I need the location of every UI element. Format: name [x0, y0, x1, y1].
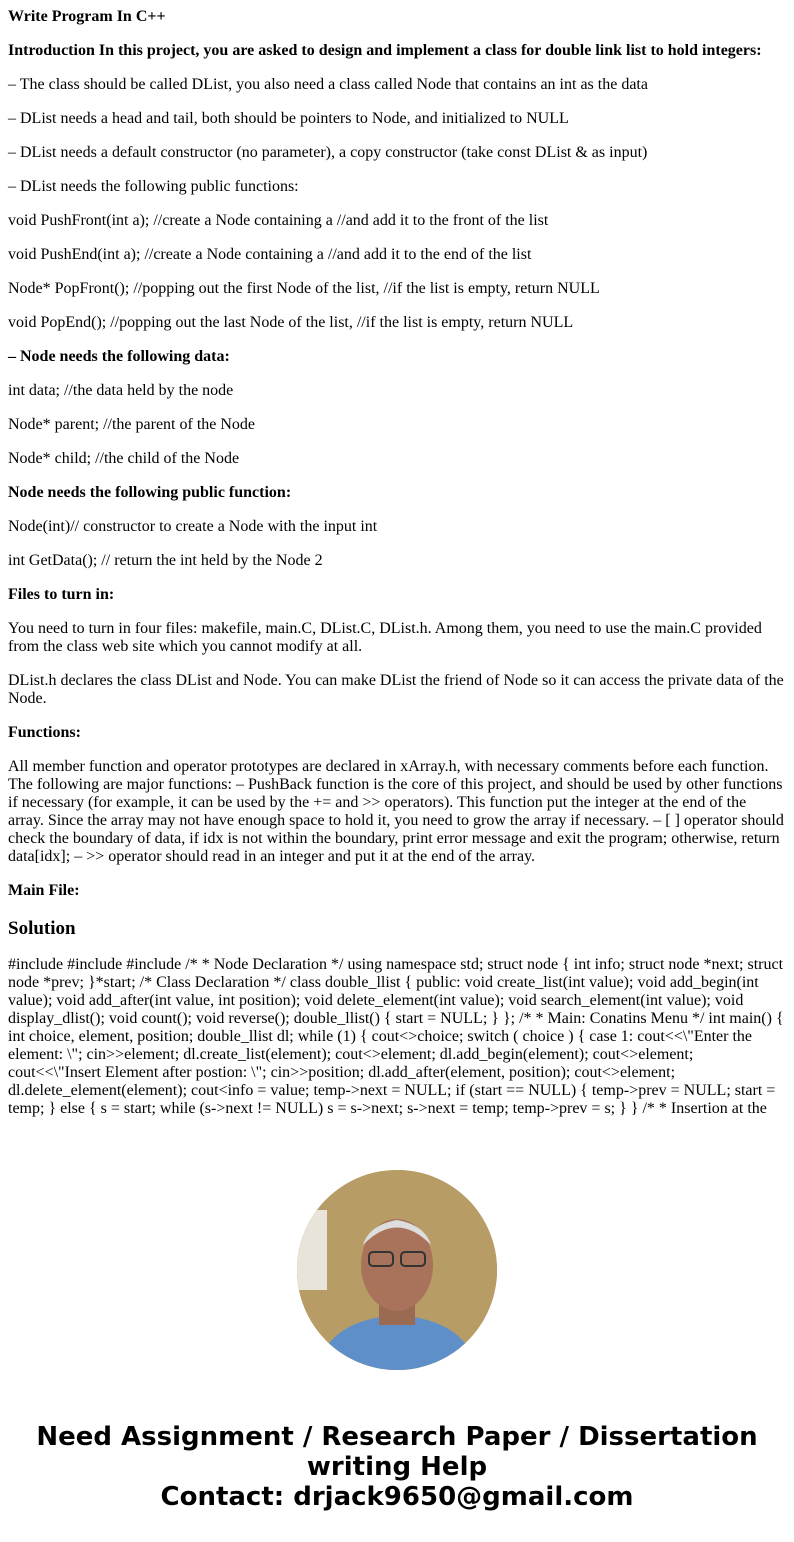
- item: int GetData(); // return the int held by the Node 2: [8, 552, 323, 569]
- document: [0, 8, 794, 1118]
- item: int data; //the data held by the node: [8, 382, 234, 399]
- item: Node* child; //the child of the Node: [8, 450, 240, 467]
- item: void PushEnd(int a); //create a Node containing a //and add it to the end of the list: [8, 246, 532, 263]
- node-data-heading: – Node needs the following data:: [8, 348, 230, 365]
- item: – DList needs a head and tail, both should be pointers to Node, and initialized to NULL: [8, 110, 569, 127]
- item: – DList needs the following public functions:: [8, 178, 299, 195]
- item: Node* parent; //the parent of the Node: [8, 416, 256, 433]
- footer-line: Need Assignment / Research Paper / Dissertation writing Help: [36, 1422, 758, 1482]
- solution-text: #include #include #include /* * Node Declaration */ using namespace std; struct node { int info; struct node *next; struct node *prev; }*start; /* Class Declaration */ class double_llist { public: void create_list(int value); void add_begin(int value); void add_after(int value, int position); void delete_element(int value); void search_element(int value); void display_dlist(); void count(); void reverse(); double_llist() { start = NULL; } }; /* * Main: Conatins Menu */ int main() { int choice, element, position; double_llist dl; while (1) { cout<>choice; switch ( choice ) { case 1: cout<<\"Enter the element: \"; cin>>element; dl.create_list(element); cout<>element; dl.add_begin(element); cout<>element; cout<<\"Insert Element after postion: \"; cin>>position; dl.add_after(element, position); cout<>element; dl.delete_element(element); cout<info = value; temp->next = NULL; if (start == NULL) { temp->prev = NULL; start = temp; } else { s = start; while (s->next != NULL) s = s->next; s->next = temp; temp->prev = s; } } /* * Insertion at the: [8, 956, 784, 1117]
- author-photo: [297, 1170, 497, 1370]
- footer-ad: [0, 1422, 794, 1542]
- item: Node(int)// constructor to create a Node with the input int: [8, 518, 378, 535]
- item: Node* PopFront(); //popping out the first Node of the list, //if the list is empty, return NULL: [8, 280, 600, 297]
- files-paragraph: DList.h declares the class DList and Node. You can make DList the friend of Node so it can access the private data of the Node.: [8, 672, 784, 707]
- item: – The class should be called DList, you also need a class called Node that contains an int as the data: [8, 76, 648, 93]
- functions-paragraph: All member function and operator prototypes are declared in xArray.h, with necessary comments before each function. The following are major functions: – PushBack function is the core of this project, and should be used by other functions if necessary (for example, it can be used by the += and >> operators). This function put the integer at the end of the array. Since the array may not have enough space to hold it, you need to grow the array if necessary. – [ ] operator should check the boundary of data, if idx is not within the boundary, print error message and exit the program; otherwise, return data[idx]; – >> operator should read in an integer and put it at the end of the array.: [8, 758, 784, 865]
- item: void PushFront(int a); //create a Node containing a //and add it to the front of the list: [8, 212, 549, 229]
- title: Write Program In C++: [8, 8, 166, 25]
- item: void PopEnd(); //popping out the last Node of the list, //if the list is empty, return NULL: [8, 314, 574, 331]
- item: – DList needs a default constructor (no parameter), a copy constructor (take const DList & as input): [8, 144, 648, 161]
- main-heading: Main File:: [8, 882, 80, 899]
- files-heading: Files to turn in:: [8, 586, 115, 603]
- node-func-heading: Node needs the following public function:: [8, 484, 292, 501]
- solution-heading: Solution: [8, 918, 76, 939]
- files-paragraph: You need to turn in four files: makefile, main.C, DList.C, DList.h. Among them, you need to use the main.C provided from the class web site which you cannot modify at all.: [8, 620, 762, 655]
- functions-heading: Functions:: [8, 724, 81, 741]
- footer-contact: Contact: drjack9650@gmail.com: [160, 1482, 634, 1512]
- intro: Introduction In this project, you are asked to design and implement a class for double link list to hold integers:: [8, 42, 762, 59]
